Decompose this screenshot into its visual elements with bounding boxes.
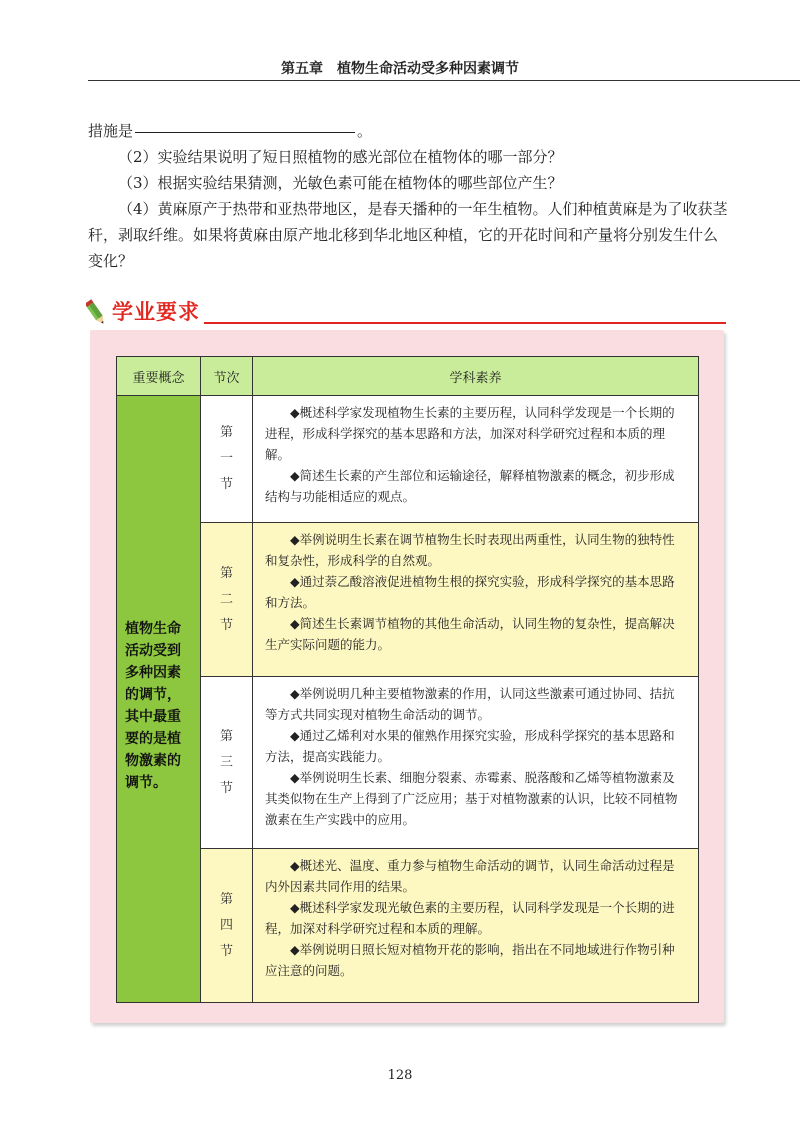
table-row (117, 396, 699, 523)
header-section: 节次 (201, 357, 253, 396)
section-char: 第 (219, 425, 233, 440)
table-header-row (117, 357, 699, 396)
header-divider (88, 80, 800, 81)
answer-prefix: 措施是 (88, 122, 134, 140)
section-divider (204, 322, 726, 324)
literacy-item: ◆举例说明日照长短对植物开花的影响，指出在不同地域进行作物引种应注意的问题。 (265, 942, 675, 978)
literacy-item: ◆举例说明生长素、细胞分裂素、赤霉素、脱落酸和乙烯等植物激素及其类似物在生产上得到了广泛应用；基于对植物激素的认识，比较不同植物激素在生产实践中的应用。 (265, 770, 678, 827)
chapter-title: 第五章 植物生命活动受多种因素调节 (281, 61, 519, 77)
header-literacy: 学科素养 (253, 357, 699, 396)
section-title: 学业要求 (112, 300, 200, 324)
question-2: （2）实验结果说明了短日照植物的感光部位在植物体的哪一部分？ (118, 148, 563, 166)
literacy-item: ◆简述生长素的产生部位和运输途径，解释植物激素的概念，初步形成结构与功能相适应的观点。 (265, 468, 675, 504)
requirements-table (116, 356, 699, 1003)
section-label (201, 396, 253, 523)
section-char: 第 (219, 565, 233, 581)
exercise-text (88, 118, 728, 274)
section-label (201, 849, 253, 1003)
section-char: 一 (219, 451, 233, 466)
literacy-item: ◆概述科学家发现植物生长素的主要历程，认同科学发现是一个长期的进程，形成科学探究的基本思路和方法，加深对科学研究过程和本质的理解。 (265, 405, 675, 462)
section-char: 节 (219, 780, 233, 796)
literacy-cell (253, 849, 699, 1003)
section-char: 第 (219, 728, 233, 744)
answer-suffix: 。 (357, 122, 373, 140)
answer-line (88, 118, 728, 144)
literacy-item: ◆通过萘乙酸溶液促进植物生根的探究实验，形成科学探究的基本思路和方法。 (265, 574, 675, 610)
literacy-item: ◆概述光、温度、重力参与植物生命活动的调节，认同生命活动过程是内外因素共同作用的结果。 (265, 858, 675, 894)
literacy-cell (253, 677, 699, 849)
page-number: 128 (387, 1068, 413, 1083)
question-4: （4）黄麻原产于热带和亚热带地区，是春天播种的一年生植物。人们种植黄麻是为了收获茎秆，剥取纤维。如果将黄麻由原产地北移到华北地区种植，它的开花时间和产量将分别发生什么变化？ (88, 200, 728, 270)
table-row (117, 523, 699, 677)
pencil-icon (86, 298, 106, 328)
section-char: 节 (219, 617, 233, 633)
concept-cell: 植物生命活动受到多种因素的调节，其中最重要的是植物激素的调节。 (117, 396, 201, 1003)
section-char: 节 (219, 943, 233, 959)
section-label (201, 677, 253, 849)
section-char: 二 (219, 591, 233, 607)
section-heading (86, 296, 726, 330)
section-char: 第 (219, 891, 233, 907)
question-3: （3）根据实验结果猜测，光敏色素可能在植物体的哪些部位产生？ (118, 174, 563, 192)
section-char: 四 (219, 917, 233, 933)
literacy-item: ◆举例说明生长素在调节植物生长时表现出两重性，认同生物的独特性和复杂性，形成科学的自然观。 (265, 532, 675, 568)
section-char: 三 (219, 754, 233, 770)
requirements-panel (90, 330, 724, 1023)
section-label (201, 523, 253, 677)
literacy-item: ◆概述科学家发现光敏色素的主要历程，认同科学发现是一个长期的进程，加深对科学研究过程和本质的理解。 (265, 900, 675, 936)
answer-blank (135, 132, 355, 133)
table-row (117, 849, 699, 1003)
literacy-cell (253, 396, 699, 523)
literacy-item: ◆举例说明几种主要植物激素的作用，认同这些激素可通过协同、拮抗等方式共同实现对植物生命活动的调节。 (265, 686, 675, 722)
literacy-cell (253, 523, 699, 677)
header-concept: 重要概念 (117, 357, 201, 396)
section-char: 节 (219, 477, 233, 492)
table-row (117, 677, 699, 849)
literacy-item: ◆简述生长素调节植物的其他生命活动，认同生物的复杂性，提高解决生产实际问题的能力。 (265, 616, 675, 652)
literacy-item: ◆通过乙烯利对水果的催熟作用探究实验，形成科学探究的基本思路和方法，提高实践能力。 (265, 728, 675, 764)
